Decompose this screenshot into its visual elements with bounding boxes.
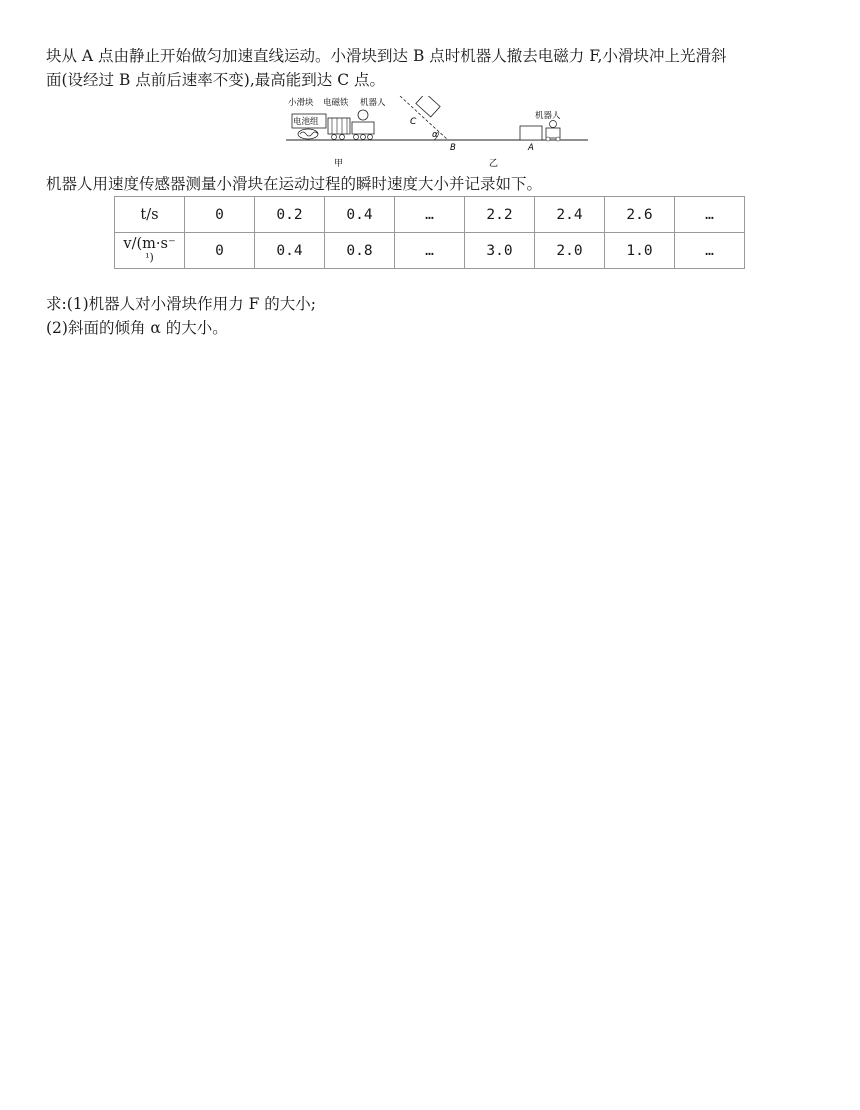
table-cell: … bbox=[675, 197, 745, 233]
table-cell: 2.4 bbox=[535, 197, 605, 233]
header-velocity bbox=[115, 233, 185, 269]
intro-line-2: 面(设经过 B 点前后速率不变),最高能到达 C 点。 bbox=[46, 71, 385, 89]
block-at-a bbox=[520, 126, 542, 140]
table-cell: 3.0 bbox=[465, 233, 535, 269]
header-velocity-line1: v/(m·s⁻ bbox=[123, 235, 176, 252]
robot-head-icon bbox=[358, 110, 368, 120]
table-cell: 0.8 bbox=[325, 233, 395, 269]
table-cell: … bbox=[395, 197, 465, 233]
header-time: t/s bbox=[115, 197, 185, 233]
table-cell: 0.4 bbox=[325, 197, 395, 233]
table-row bbox=[115, 233, 745, 269]
question-1: 求:(1)机器人对小滑块作用力 F 的大小; bbox=[46, 295, 317, 313]
table-cell: 0 bbox=[185, 197, 255, 233]
robot-body-left bbox=[352, 122, 374, 134]
table-intro: 机器人用速度传感器测量小滑块在运动过程的瞬时速度大小并记录如下。 bbox=[46, 175, 543, 193]
label-battery: 电池组 bbox=[293, 117, 319, 127]
label-robot-right: 机器人 bbox=[535, 111, 561, 121]
experiment-figure bbox=[282, 96, 592, 170]
label-electromagnet: 电磁铁 bbox=[323, 98, 349, 108]
intro-line-1: 块从 A 点由静止开始做匀加速直线运动。小滑块到达 B 点时机器人撤去电磁力 F,小滑块冲上光滑斜 bbox=[46, 47, 727, 65]
robot-head-right-icon bbox=[550, 121, 557, 128]
table-cell: … bbox=[675, 233, 745, 269]
robot-body-right bbox=[546, 128, 560, 138]
caption-left: 甲 bbox=[334, 159, 344, 169]
table-cell: 0 bbox=[185, 233, 255, 269]
label-slider: 小滑块 bbox=[288, 98, 314, 108]
label-robot-left: 机器人 bbox=[360, 98, 386, 108]
table-cell: 0.4 bbox=[255, 233, 325, 269]
table-cell: 2.2 bbox=[465, 197, 535, 233]
label-point-a: A bbox=[528, 143, 534, 153]
coil-icon bbox=[298, 129, 318, 139]
table-cell: 2.0 bbox=[535, 233, 605, 269]
table-row bbox=[115, 197, 745, 233]
velocity-table bbox=[114, 196, 745, 269]
table-cell: 1.0 bbox=[605, 233, 675, 269]
question-2: (2)斜面的倾角 α 的大小。 bbox=[46, 319, 228, 337]
header-velocity-line2: ¹) bbox=[145, 250, 154, 264]
label-point-c: C bbox=[410, 117, 417, 127]
caption-right: 乙 bbox=[489, 159, 499, 169]
table-cell: 0.2 bbox=[255, 197, 325, 233]
experiment-diagram bbox=[282, 96, 592, 170]
label-alpha: α bbox=[432, 130, 438, 140]
table-cell: 2.6 bbox=[605, 197, 675, 233]
table-cell: … bbox=[395, 233, 465, 269]
label-point-b: B bbox=[450, 143, 456, 153]
